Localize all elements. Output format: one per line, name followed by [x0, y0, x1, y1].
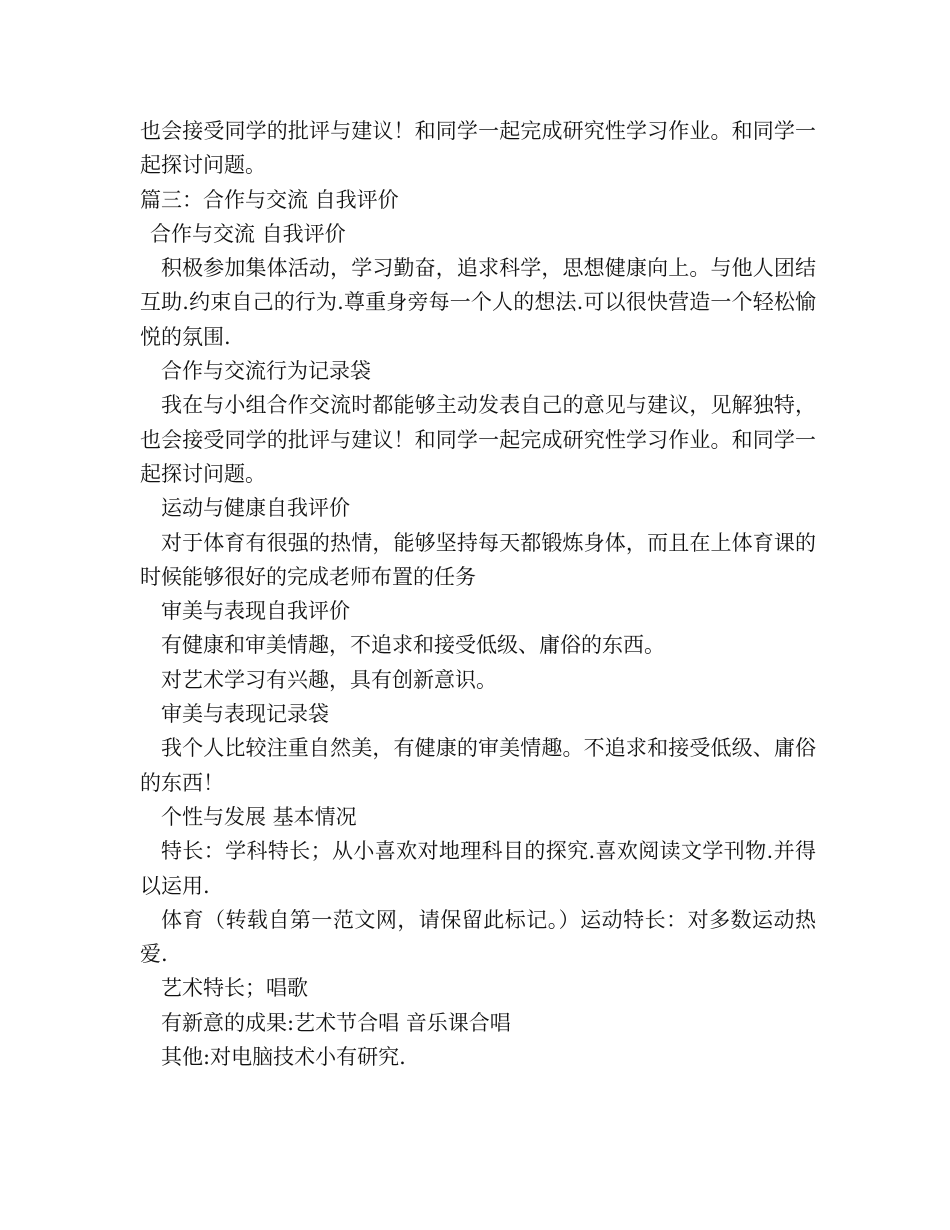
- paragraph-achievements: 有新意的成果:艺术节合唱 音乐课合唱: [161, 1010, 511, 1035]
- section-heading: 篇三：合作与交流 自我评价: [140, 187, 399, 212]
- paragraph-sports-specialty: 体育（转载自第一范文网，请保留此标记。）运动特长：对多数运动热爱.: [140, 907, 816, 967]
- paragraph-aesthetics-1: 有健康和审美情趣，不追求和接受低级、庸俗的东西。: [161, 633, 665, 658]
- subheading-cooperation: 合作与交流 自我评价: [150, 221, 346, 246]
- paragraph-art-specialty: 艺术特长；唱歌: [161, 976, 308, 1001]
- subheading-personality: 个性与发展 基本情况: [161, 804, 357, 829]
- document-body: [140, 114, 816, 1074]
- subheading-aesthetics: 审美与表现自我评价: [161, 599, 350, 624]
- paragraph-specialty: 特长：学科特长；从小喜欢对地理科目的探究.喜欢阅读文学刊物.并得以运用.: [140, 839, 816, 898]
- subheading-cooperation-record: 合作与交流行为记录袋: [161, 359, 371, 384]
- paragraph-cooperation-evaluation: 积极参加集体活动，学习勤奋，追求科学，思想健康向上。与他人团结互助.约束自己的行为.尊重身旁每一个人的想法.可以很快营造一个轻松愉悦的氛围.: [140, 256, 816, 349]
- subheading-aesthetics-record: 审美与表现记录袋: [161, 702, 329, 727]
- subheading-sports-health: 运动与健康自我评价: [161, 496, 350, 521]
- paragraph-sports-health: 对于体育有很强的热情，能够坚持每天都锻炼身体，而且在上体育课的时候能够很好的完成老师布置的任务: [140, 530, 816, 589]
- paragraph-aesthetics-2: 对艺术学习有兴趣，具有创新意识。: [161, 667, 497, 692]
- paragraph-cooperation-record: 我在与小组合作交流时都能够主动发表自己的意见与建议，见解独特，也会接受同学的批评与建议！和同学一起完成研究性学习作业。和同学一起探讨问题。: [140, 393, 816, 486]
- paragraph-other: 其他:对电脑技术小有研究.: [161, 1045, 406, 1070]
- paragraph-aesthetics-record: 我个人比较注重自然美，有健康的审美情趣。不追求和接受低级、庸俗的东西！: [140, 736, 816, 795]
- paragraph-continuation: 也会接受同学的批评与建议！和同学一起完成研究性学习作业。和同学一起探讨问题。: [140, 119, 816, 178]
